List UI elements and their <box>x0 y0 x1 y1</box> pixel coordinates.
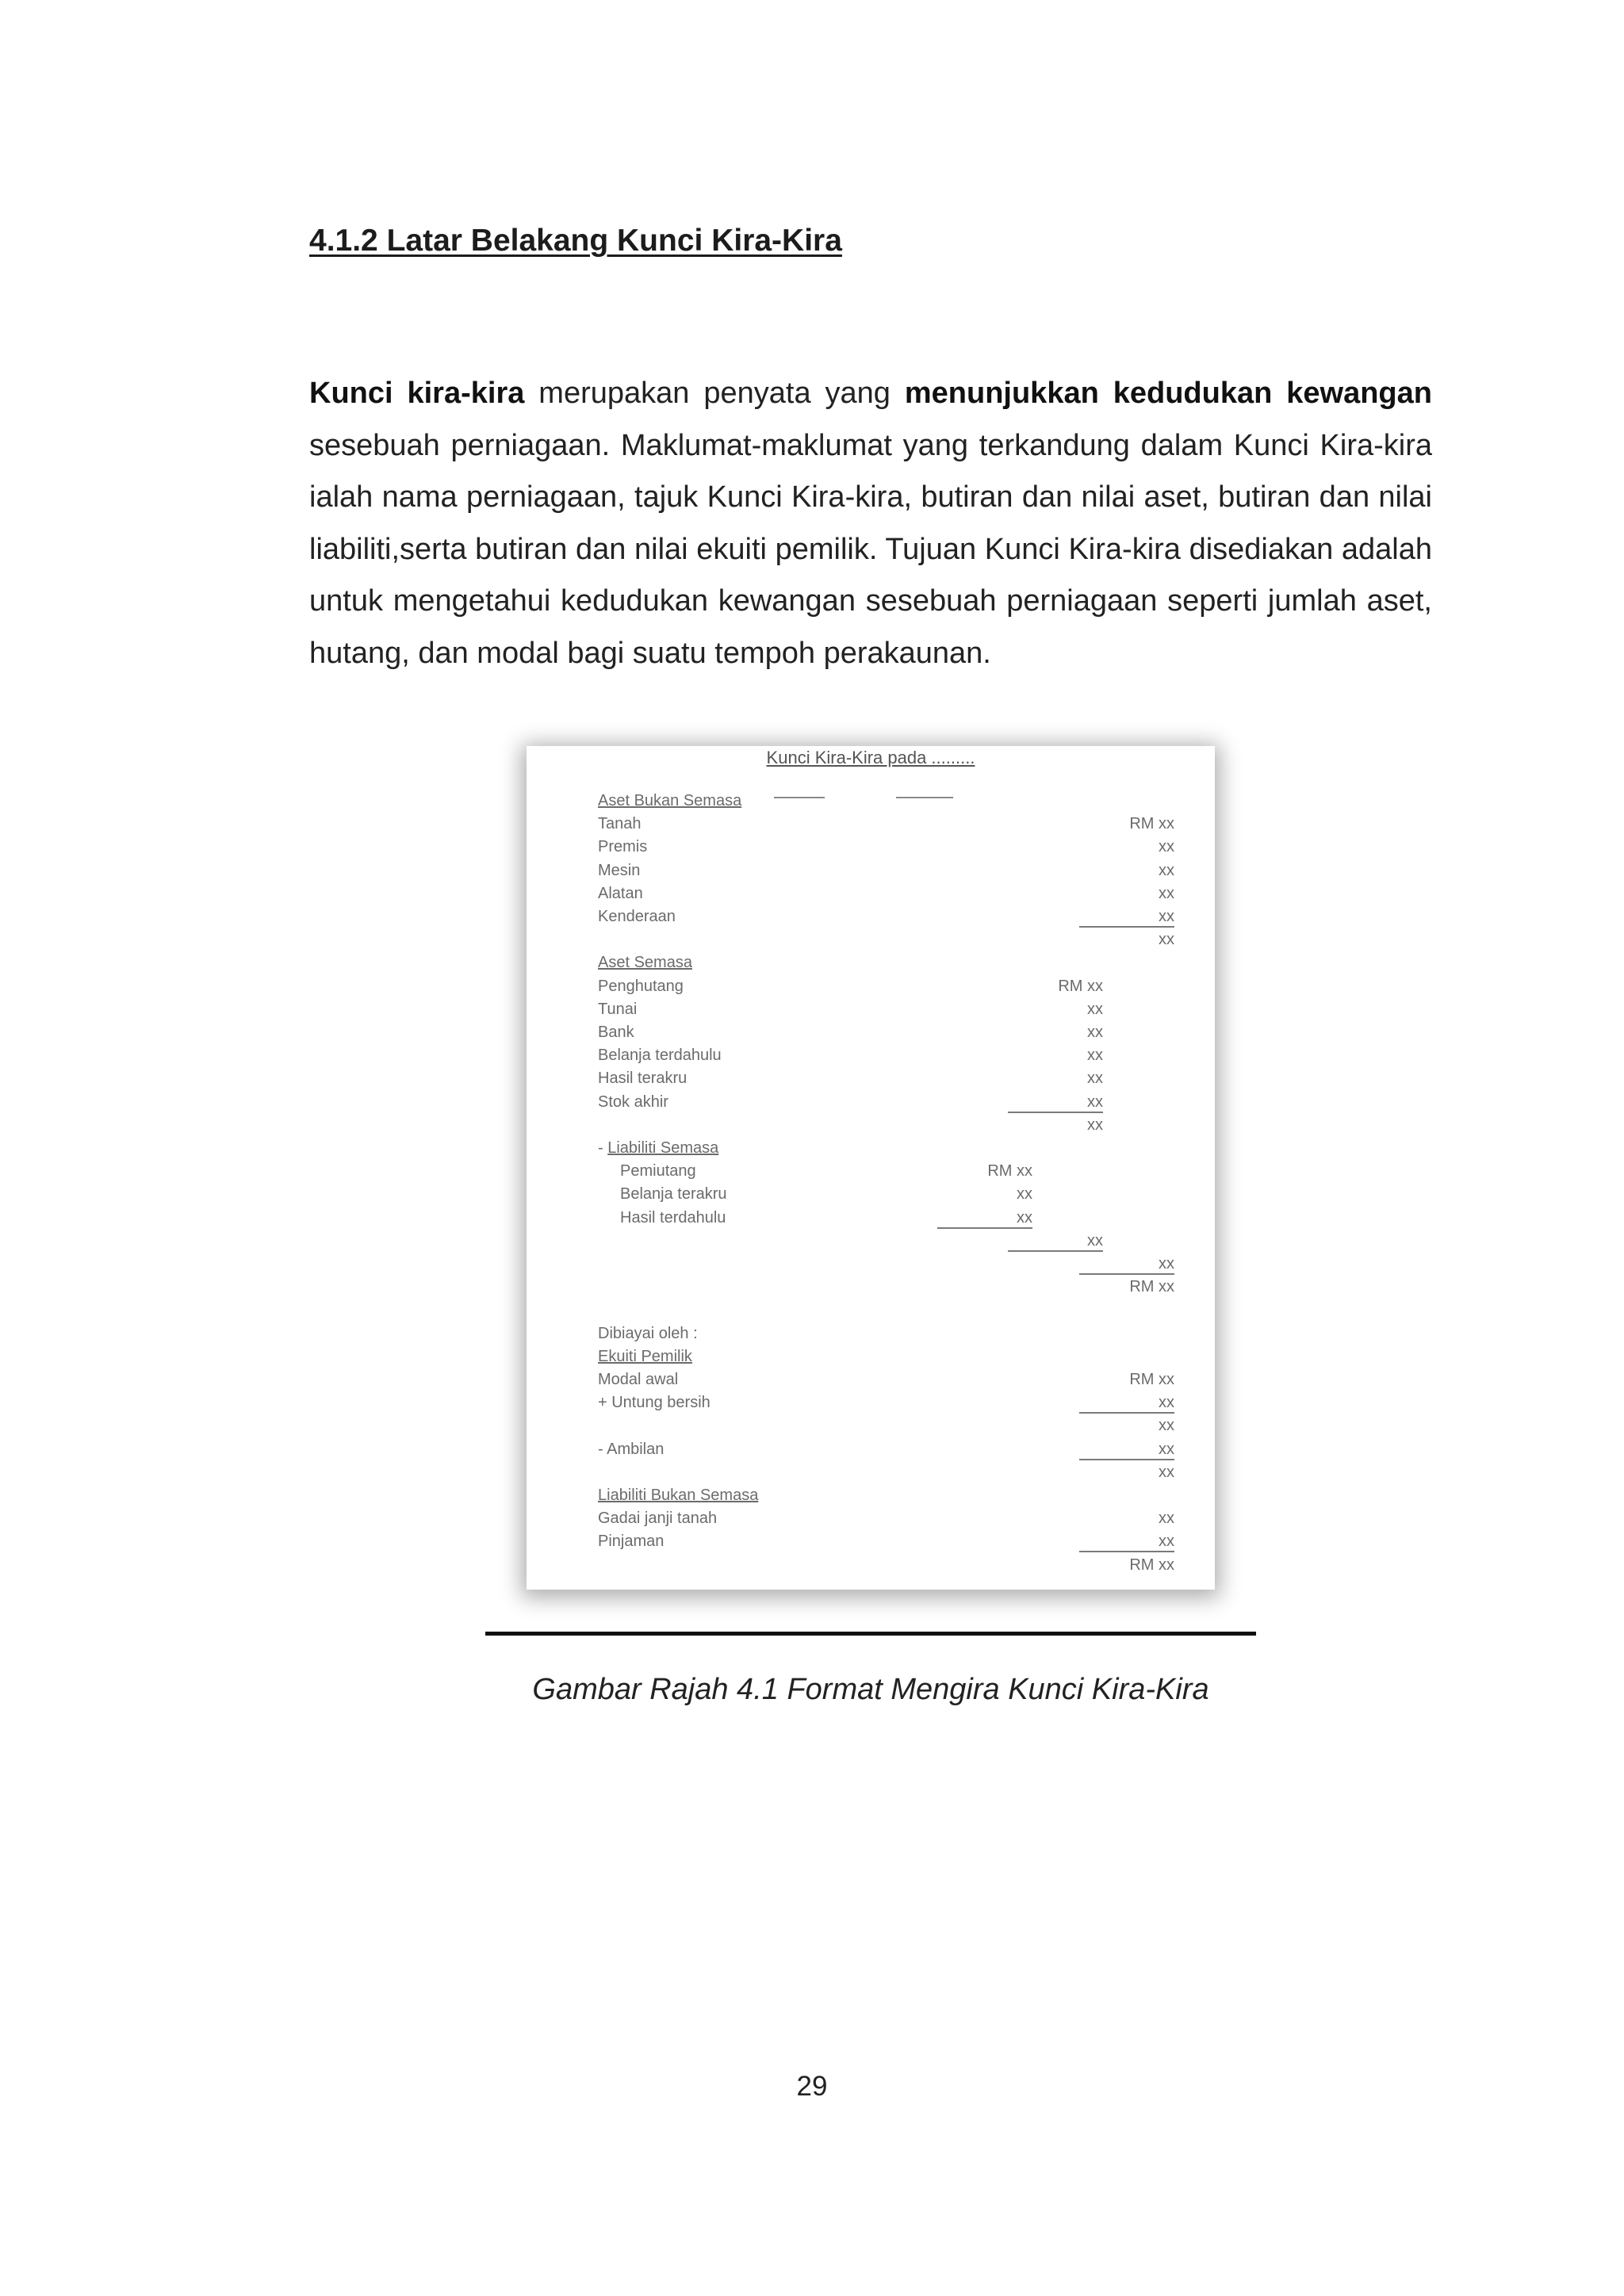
row-value-c1: xx <box>1017 1185 1032 1203</box>
balance-sheet-row <box>527 1070 1215 1092</box>
balance-sheet-row <box>527 792 1215 814</box>
row-value-c2: xx <box>1087 1024 1103 1041</box>
row-label <box>598 1139 718 1158</box>
balance-sheet-row <box>527 1139 1215 1161</box>
row-value-c1: xx <box>937 1209 1032 1229</box>
row-value-c3: xx <box>1079 1255 1174 1275</box>
row-value-c2: RM xx <box>1058 977 1103 995</box>
section-heading: 4.1.2 Latar Belakang Kunci Kira-Kira <box>309 224 842 258</box>
balance-sheet-row <box>527 1325 1215 1347</box>
row-value-c3: RM xx <box>1129 1371 1174 1388</box>
balance-sheet-row <box>527 1394 1215 1416</box>
row-value-c2: xx <box>1087 1000 1103 1018</box>
row-value-c2: xx <box>1087 1047 1103 1065</box>
balance-sheet-row <box>527 978 1215 1000</box>
figure-caption: Gambar Rajah 4.1 Format Mengira Kunci Kira-Kira <box>532 1673 1209 1706</box>
row-value-c3: RM xx <box>1129 1556 1174 1574</box>
balance-sheet-row <box>527 954 1215 976</box>
row-label: Penghutang <box>598 977 684 995</box>
balance-sheet-row <box>527 1047 1215 1069</box>
row-label: Pemiutang <box>620 1162 696 1181</box>
balance-sheet-row <box>527 1371 1215 1393</box>
row-value-c3: RM xx <box>1129 815 1174 833</box>
balance-sheet-row <box>527 838 1215 860</box>
balance-sheet-row <box>527 1441 1215 1463</box>
row-value-c3: xx <box>1159 884 1174 902</box>
row-label: Gadai janji tanah <box>598 1510 718 1528</box>
balance-sheet-row <box>527 1001 1215 1023</box>
balance-sheet-row <box>527 1301 1215 1323</box>
balance-sheet-row <box>527 1116 1215 1138</box>
row-label: Alatan <box>598 884 643 902</box>
balance-sheet-row <box>527 815 1215 837</box>
caption-rule <box>485 1632 1256 1636</box>
row-label: Liabiliti Bukan Semasa <box>598 1487 759 1504</box>
row-label: Modal awal <box>598 1371 679 1388</box>
row-value-c3: xx <box>1159 838 1174 856</box>
page-number: 29 <box>796 2071 828 2102</box>
row-value-c2: xx <box>1087 1070 1103 1088</box>
row-value-c1: RM xx <box>987 1162 1032 1181</box>
row-label: Stok akhir <box>598 1093 668 1111</box>
row-label: Ekuiti Pemilik <box>598 1347 692 1365</box>
paragraph-text-1: merupakan penyata yang <box>524 377 905 410</box>
row-label: Pinjaman <box>598 1533 665 1551</box>
row-label: Belanja terdahulu <box>598 1047 722 1065</box>
row-label: Aset Semasa <box>598 954 692 972</box>
row-label: + Untung bersih <box>598 1394 710 1412</box>
row-label: Mesin <box>598 861 641 879</box>
balance-sheet-row <box>527 1556 1215 1578</box>
row-label: Kenderaan <box>598 908 676 925</box>
body-paragraph <box>309 368 1432 679</box>
balance-sheet-row <box>527 1209 1215 1231</box>
bold-term-kedudukan-kewangan: menunjukkan kedudukan kewangan <box>904 377 1432 410</box>
row-label-prefix: - <box>598 1139 608 1157</box>
row-value-c3: RM xx <box>1129 1278 1174 1296</box>
balance-sheet-row <box>527 1464 1215 1486</box>
balance-sheet-row <box>527 1093 1215 1115</box>
row-value-c3: xx <box>1079 1441 1174 1460</box>
balance-sheet-row <box>527 1510 1215 1532</box>
row-label: Tanah <box>598 815 642 833</box>
row-value-c3: xx <box>1079 908 1174 928</box>
row-value-c3: xx <box>1079 1533 1174 1552</box>
row-value-c2: xx <box>1008 1093 1103 1113</box>
balance-sheet-row <box>527 862 1215 884</box>
balance-sheet-figure <box>527 746 1215 1590</box>
paragraph-text-2: sesebuah perniagaan. Maklumat-maklumat yang terkandung dalam Kunci Kira-kira ialah nama perniagaan, tajuk Kunci Kira-kira, butiran dan nilai aset, butiran dan nilai liabiliti,serta butiran dan nilai ekuiti pemilik. Tujuan Kunci Kira-kira disediakan adalah untuk mengetahui kedudukan kewangan sesebuah perniagaan seperti jumlah aset, hutang, dan modal bagi suatu tempoh perakaunan. <box>309 428 1432 670</box>
row-value-c2: xx <box>1008 1232 1103 1252</box>
row-label: - Ambilan <box>598 1440 665 1458</box>
balance-sheet-row <box>527 1487 1215 1509</box>
row-value-c3: xx <box>1159 1417 1174 1435</box>
row-label-underlined: Liabiliti Semasa <box>607 1139 719 1157</box>
row-label: Hasil terdahulu <box>620 1208 726 1226</box>
row-label: Aset Bukan Semasa <box>598 792 742 809</box>
balance-sheet-row <box>527 1278 1215 1300</box>
row-label: Premis <box>598 838 648 856</box>
balance-sheet-format <box>527 746 1215 1590</box>
balance-sheet-row <box>527 1348 1215 1370</box>
balance-sheet-row <box>527 1417 1215 1439</box>
row-label: Hasil terakru <box>598 1070 688 1088</box>
row-value-c3: xx <box>1079 1394 1174 1414</box>
row-label: Tunai <box>598 1000 638 1018</box>
row-value-c3: xx <box>1159 861 1174 879</box>
balance-sheet-row <box>527 908 1215 930</box>
row-value-c3: xx <box>1159 1510 1174 1528</box>
balance-sheet-row <box>527 1162 1215 1184</box>
row-label: Dibiayai oleh : <box>598 1324 698 1342</box>
row-value-c2: xx <box>1087 1115 1103 1134</box>
balance-sheet-row <box>527 885 1215 907</box>
bold-term-kunci-kira-kira: Kunci kira-kira <box>309 377 525 410</box>
balance-sheet-row <box>527 1255 1215 1277</box>
balance-sheet-row <box>527 1533 1215 1555</box>
figure-title: Kunci Kira-Kira pada ......... <box>766 748 975 767</box>
balance-sheet-row <box>527 931 1215 953</box>
row-value-c3: xx <box>1159 1463 1174 1481</box>
row-label: Bank <box>598 1024 634 1041</box>
row-value-c3: xx <box>1159 931 1174 949</box>
balance-sheet-row <box>527 1185 1215 1207</box>
balance-sheet-row <box>527 1024 1215 1046</box>
row-label: Belanja terakru <box>620 1185 727 1203</box>
balance-sheet-row <box>527 1232 1215 1254</box>
